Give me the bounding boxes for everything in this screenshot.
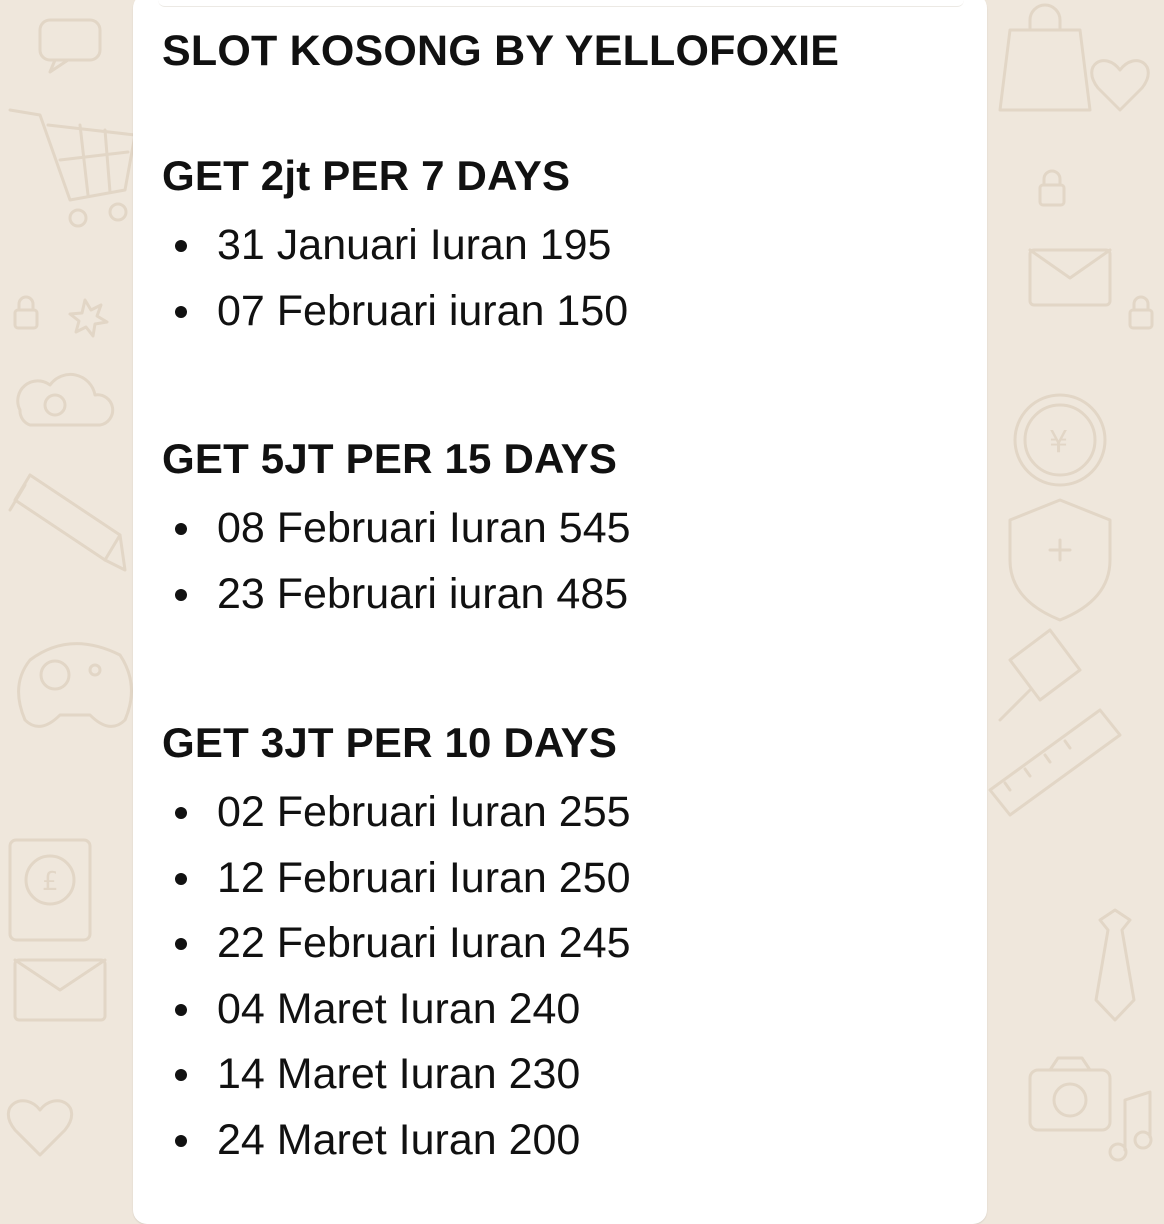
list-item-text: 02 Februari Iuran 255 — [217, 788, 631, 836]
bullet-icon — [175, 938, 187, 950]
section-heading: GET 2jt PER 7 DAYS — [162, 152, 571, 199]
list-item — [162, 780, 962, 846]
bullet-icon — [175, 1135, 187, 1147]
list-item-text: 04 Maret Iuran 240 — [217, 984, 581, 1033]
list-item-text: 22 Februari Iuran 245 — [217, 919, 631, 967]
bag-icon — [1000, 5, 1090, 110]
heart-icon — [8, 1101, 71, 1155]
cloud-icon — [18, 374, 113, 425]
list-item-text: 31 Januari Iuran 195 — [217, 221, 612, 269]
list-item-text: 24 Maret Iuran 200 — [217, 1115, 581, 1164]
section-heading: GET 5JT PER 15 DAYS — [162, 435, 618, 482]
bullet-icon — [175, 1069, 187, 1081]
bullet-icon — [175, 589, 187, 601]
list-item — [162, 1108, 962, 1174]
yen-coin-icon — [1015, 395, 1105, 485]
music-note-icon — [1110, 1092, 1151, 1160]
envelope-icon — [1030, 250, 1110, 305]
star-icon — [70, 300, 107, 336]
camera-icon — [1030, 1058, 1110, 1130]
bullet-icon — [175, 1004, 187, 1016]
envelope-icon — [15, 960, 105, 1020]
bullet-icon — [175, 523, 187, 535]
section-3jt — [162, 714, 962, 1173]
section-heading: GET 3JT PER 10 DAYS — [162, 719, 618, 766]
pencil-icon — [10, 475, 125, 570]
list-item-text: 23 Februari iuran 485 — [217, 569, 629, 618]
list-item-text: 14 Maret Iuran 230 — [217, 1050, 581, 1098]
shield-plus-icon — [1010, 500, 1110, 620]
lock-icon — [1130, 297, 1152, 328]
bullet-icon — [175, 873, 187, 885]
list-item — [162, 1042, 962, 1108]
list-item-text: 08 Februari Iuran 545 — [217, 504, 631, 552]
bullet-icon — [175, 807, 187, 819]
ruler-icon — [990, 710, 1120, 815]
gamepad-icon — [19, 644, 132, 727]
pushpin-icon — [1000, 630, 1080, 720]
previous-message-edge — [158, 0, 964, 7]
list-item — [162, 496, 962, 562]
slot-list — [162, 213, 962, 344]
pound-coin-icon — [10, 840, 90, 940]
slot-list — [162, 496, 962, 627]
list-item — [162, 911, 962, 977]
svg-text:¥: ¥ — [1049, 425, 1069, 460]
list-item-text: 07 Februari iuran 150 — [217, 286, 629, 335]
svg-text:£: £ — [42, 867, 59, 897]
section-5jt — [162, 430, 962, 627]
message-content — [162, 22, 962, 1173]
cart-icon — [10, 110, 135, 226]
section-2jt — [162, 147, 962, 344]
lock-icon — [1040, 171, 1064, 205]
list-item — [162, 213, 962, 279]
tie-icon — [1096, 910, 1134, 1020]
list-item — [162, 977, 962, 1043]
list-item — [162, 846, 962, 912]
list-item — [162, 562, 962, 628]
message-title: SLOT KOSONG BY YELLOFOXIE — [162, 27, 840, 75]
bullet-icon — [175, 240, 187, 252]
chat-icon — [40, 20, 100, 72]
list-item — [162, 279, 962, 345]
slot-list — [162, 780, 962, 1173]
bullet-icon — [175, 306, 187, 318]
heart-icon — [1092, 61, 1149, 110]
list-item-text: 12 Februari Iuran 250 — [217, 853, 631, 902]
lock-icon — [15, 297, 37, 328]
